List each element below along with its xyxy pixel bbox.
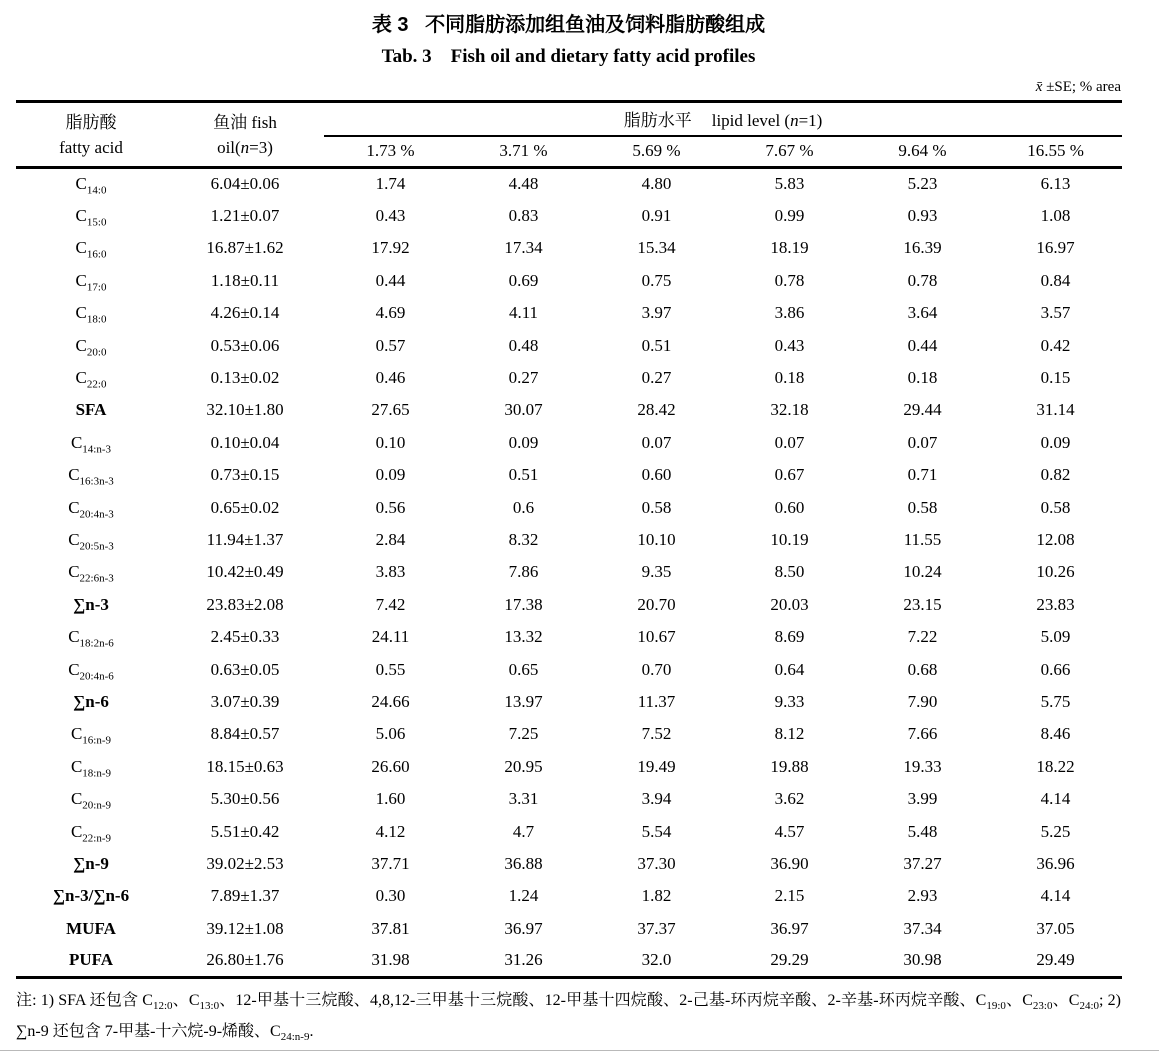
footnote	[16, 985, 1121, 1047]
table-row	[16, 297, 1122, 329]
table-row	[16, 945, 1122, 977]
lipid-level-value: 0.6	[512, 497, 535, 517]
fatty-acid-label: $C_{18:0}$	[75, 303, 107, 326]
lipid-level-value: 0.58	[641, 497, 672, 517]
stat-note	[16, 77, 1121, 97]
lipid-level-value: 4.14	[1040, 886, 1071, 906]
spanner-en: lipid level (n=1)	[711, 111, 823, 131]
lipid-level-value: 19.88	[770, 756, 809, 776]
lipid-level-value: 4.11	[508, 303, 539, 323]
lipid-level-value: 5.54	[641, 821, 672, 841]
lipid-level-value: 0.70	[641, 659, 672, 679]
fish-oil-value: 3.07±0.39	[210, 691, 280, 711]
lipid-level-value: 7.66	[907, 724, 938, 744]
lipid-level-value: 0.44	[907, 335, 938, 355]
lipid-level-value: 6.13	[1040, 174, 1071, 194]
footnote-text: 注: 1) SFA 还包含 $C_{12:0}$、$C_{13:0}$、12-甲基十三烷酸、4,8,12-三甲基十三烷酸、12-甲基十四烷酸、2-己基-环丙烷辛酸、2-辛基-环丙烷辛酸、$C_{19:0}$、$C_{23:0}$、$C_{24:0}$; 2) ∑n-9 还包含 7-甲基-十六烷-9-烯酸、$C_{24:n-9}$.	[16, 991, 1121, 1043]
fatty-acid-label: ∑n-3	[73, 594, 109, 614]
fatty-acid-label: PUFA	[16, 945, 166, 977]
table-row	[16, 394, 1122, 426]
lipid-level-value: 20.95	[504, 756, 543, 776]
lipid-level-value: 15.34	[637, 238, 676, 258]
fatty-acid-label: $C_{14:0}$	[75, 174, 107, 197]
lipid-level-value: 17.38	[504, 594, 543, 614]
lipid-level-value: 0.27	[508, 368, 539, 388]
fatty-acid-label: MUFA	[66, 918, 116, 938]
lipid-level-value: 0.83	[508, 206, 539, 226]
lipid-level-value: 0.07	[774, 432, 805, 452]
lipid-level-value: 0.51	[641, 335, 672, 355]
lipid-level-value: 36.90	[770, 853, 809, 873]
lipid-level-value: 0.15	[1040, 368, 1071, 388]
lipid-level-value: 3.83	[375, 562, 406, 582]
table-row	[16, 362, 1122, 394]
lipid-level-value: 37.27	[903, 853, 942, 873]
lipid-level-value: 32.0	[590, 945, 723, 977]
lipid-level-value: 3.86	[774, 303, 805, 323]
fatty-acid-label: $C_{22:0}$	[75, 368, 107, 391]
lipid-level-value: 0.55	[375, 659, 406, 679]
lipid-level-value: 7.86	[508, 562, 539, 582]
lipid-level-value: 18.19	[770, 238, 809, 258]
fish-oil-value: 1.21±0.07	[210, 206, 280, 226]
lipid-level-value: 0.48	[508, 335, 539, 355]
lipid-level-value: 4.14	[1040, 789, 1071, 809]
lipid-level-value: 4.48	[508, 174, 539, 194]
lipid-level-value: 9.33	[774, 691, 805, 711]
fatty-acid-label: $C_{18:n-9}$	[70, 756, 112, 780]
fish-oil-value: 39.12±1.08	[206, 918, 284, 938]
fish-oil-value: 1.18±0.11	[210, 270, 280, 290]
lipid-level-value: 20.03	[770, 594, 809, 614]
lipid-level-value: 0.57	[375, 335, 406, 355]
lipid-level-value: 3.62	[774, 789, 805, 809]
lipid-level-value: 4.69	[375, 303, 406, 323]
lipid-level-header: 3.71 %	[457, 136, 590, 168]
lipid-level-value: 5.25	[1040, 821, 1071, 841]
lipid-level-header: 5.69 %	[590, 136, 723, 168]
lipid-level-value: 9.35	[641, 562, 672, 582]
fatty-acid-label: $C_{20:n-9}$	[70, 789, 112, 812]
lipid-level-value: 17.34	[504, 238, 543, 258]
lipid-level-value: 5.09	[1040, 627, 1071, 647]
lipid-level-value: 36.96	[1036, 853, 1075, 873]
fatty-acid-table	[16, 100, 1122, 979]
lipid-level-header: 7.67 %	[723, 136, 856, 168]
lipid-level-value: 29.29	[723, 945, 856, 977]
lipid-level-value: 8.50	[774, 562, 805, 582]
stat-note-text: ±SE; % area	[1042, 79, 1121, 95]
lipid-level-value: 8.32	[508, 529, 539, 549]
lipid-level-value: 37.37	[637, 918, 676, 938]
fish-oil-value: 0.73±0.15	[210, 465, 280, 485]
fatty-acid-label: $C_{20:4n-6}$	[68, 659, 114, 682]
fatty-acid-label: $C_{20:4n-3}$	[68, 497, 114, 520]
lipid-level-value: 3.97	[641, 303, 672, 323]
lipid-level-value: 4.7	[512, 821, 535, 841]
column-header-fish-oil	[166, 102, 324, 168]
lipid-level-value: 1.82	[641, 886, 672, 906]
lipid-level-value: 30.98	[856, 945, 989, 977]
lipid-level-value: 0.56	[375, 497, 406, 517]
lipid-level-header: 1.73 %	[324, 136, 457, 168]
lipid-level-value: 0.51	[508, 465, 539, 485]
fish-oil-value: 8.84±0.57	[210, 724, 280, 744]
fatty-acid-label: $C_{14:n-3}$	[70, 432, 112, 456]
lipid-level-value: 5.06	[375, 724, 406, 744]
lipid-level-value: 37.34	[903, 918, 942, 938]
table-row	[16, 168, 1122, 200]
table-row	[16, 751, 1122, 783]
fatty-acid-label: $C_{22:6n-3}$	[68, 562, 114, 585]
table-row	[16, 815, 1122, 847]
fish-oil-value: 26.80±1.76	[166, 945, 324, 977]
lipid-level-value: 0.43	[375, 206, 406, 226]
lipid-level-value: 0.68	[907, 659, 938, 679]
fish-oil-value: 16.87±1.62	[206, 238, 284, 258]
fatty-acid-label: $C_{16:n-9}$	[70, 724, 112, 747]
fatty-acid-label: SFA	[75, 400, 107, 420]
lipid-level-value: 5.83	[774, 174, 805, 194]
table-row	[16, 200, 1122, 232]
lipid-level-value: 3.64	[907, 303, 938, 323]
fish-oil-value: 18.15±0.63	[206, 756, 284, 776]
lipid-level-value: 10.24	[903, 562, 942, 582]
lipid-level-value: 18.22	[1036, 756, 1075, 776]
table-body	[16, 168, 1122, 978]
fish-oil-value: 11.94±1.37	[206, 529, 284, 549]
fish-oil-value: 7.89±1.37	[210, 886, 280, 906]
fatty-acid-label: ∑n-6	[73, 691, 109, 711]
lipid-level-value: 0.07	[907, 432, 938, 452]
lipid-level-value: 0.30	[375, 886, 406, 906]
lipid-level-value: 0.78	[774, 270, 805, 290]
fish-oil-value: 0.65±0.02	[210, 497, 280, 517]
page-bottom-edge-line	[0, 1050, 1159, 1051]
fatty-acid-label: $C_{20:5n-3}$	[68, 529, 114, 553]
table-row	[16, 848, 1122, 880]
lipid-level-value: 0.64	[774, 659, 805, 679]
lipid-level-value: 30.07	[504, 400, 543, 420]
lipid-level-value: 37.30	[637, 853, 676, 873]
lipid-level-value: 1.08	[1040, 206, 1071, 226]
lipid-level-value: 0.67	[774, 465, 805, 485]
fatty-acid-label: $C_{15:0}$	[75, 206, 107, 229]
lipid-level-value: 7.42	[375, 594, 406, 614]
lipid-level-value: 31.26	[457, 945, 590, 977]
table-row	[16, 524, 1122, 556]
table-row	[16, 880, 1122, 912]
lipid-level-header: 9.64 %	[856, 136, 989, 168]
table-row	[16, 621, 1122, 653]
table-title-en: Tab. 3 Fish oil and dietary fatty acid profiles	[381, 46, 756, 67]
lipid-level-value: 3.31	[508, 789, 539, 809]
lipid-level-value: 5.75	[1040, 691, 1071, 711]
lipid-level-value: 2.93	[907, 886, 938, 906]
xbar-symbol: x̄	[1035, 79, 1043, 95]
lipid-level-value: 0.71	[907, 465, 938, 485]
fish-oil-value: 2.45±0.33	[210, 627, 280, 647]
lipid-level-value: 0.99	[774, 206, 805, 226]
lipid-level-value: 1.74	[375, 174, 406, 194]
lipid-level-value: 0.91	[641, 206, 672, 226]
lipid-level-value: 0.93	[907, 206, 938, 226]
lipid-level-value: 8.69	[774, 627, 805, 647]
lipid-level-value: 0.44	[375, 270, 406, 290]
fish-oil-value: 5.51±0.42	[210, 821, 280, 841]
lipid-level-value: 10.26	[1036, 562, 1075, 582]
fatty-acid-label: ∑n-3/∑n-6	[52, 886, 130, 906]
lipid-level-value: 8.12	[774, 724, 805, 744]
table-row	[16, 427, 1122, 459]
lipid-level-value: 2.15	[774, 886, 805, 906]
lipid-level-value: 19.49	[637, 756, 676, 776]
lipid-level-value: 0.66	[1040, 659, 1071, 679]
lipid-level-value: 31.14	[1036, 400, 1075, 420]
table-row	[16, 686, 1122, 718]
table-title-zh: 表 3 不同脂肪添加组鱼油及饲料脂肪酸组成	[371, 14, 766, 36]
lipid-level-value: 0.18	[774, 368, 805, 388]
column-header-fish-oil-line2: oil(n=3)	[217, 137, 273, 157]
table-row	[16, 491, 1122, 523]
lipid-level-value: 0.84	[1040, 270, 1071, 290]
table-row	[16, 718, 1122, 750]
lipid-level-value: 11.37	[637, 691, 676, 711]
lipid-level-value: 16.97	[1036, 238, 1075, 258]
lipid-level-value: 16.39	[903, 238, 942, 258]
column-header-fish-oil-line1: 鱼油 fish	[213, 112, 277, 132]
lipid-level-value: 23.83	[1036, 594, 1075, 614]
lipid-level-value: 0.46	[375, 368, 406, 388]
lipid-level-value: 1.60	[375, 789, 406, 809]
lipid-level-value: 37.81	[371, 918, 410, 938]
fatty-acid-label: $C_{17:0}$	[75, 270, 107, 294]
table-row	[16, 912, 1122, 944]
lipid-level-value: 4.12	[375, 821, 406, 841]
lipid-level-value: 0.69	[508, 270, 539, 290]
lipid-level-value: 36.97	[770, 918, 809, 938]
fish-oil-value: 4.26±0.14	[210, 303, 280, 323]
lipid-level-value: 0.18	[907, 368, 938, 388]
lipid-level-value: 0.82	[1040, 465, 1071, 485]
lipid-level-value: 5.48	[907, 821, 938, 841]
lipid-level-value: 0.10	[375, 432, 406, 452]
table-row	[16, 265, 1122, 297]
column-header-fatty-acid-en: fatty acid	[59, 137, 123, 157]
lipid-level-value: 19.33	[903, 756, 942, 776]
lipid-level-value: 28.42	[637, 400, 676, 420]
fatty-acid-label: $C_{18:2n-6}$	[68, 627, 114, 650]
lipid-level-value: 0.43	[774, 335, 805, 355]
lipid-level-value: 7.25	[508, 724, 539, 744]
lipid-level-value: 20.70	[637, 594, 676, 614]
lipid-level-value: 13.97	[504, 691, 543, 711]
lipid-level-value: 7.52	[641, 724, 672, 744]
lipid-level-value: 0.65	[508, 659, 539, 679]
lipid-level-value: 3.57	[1040, 303, 1071, 323]
fish-oil-value: 0.53±0.06	[210, 335, 280, 355]
lipid-level-value: 23.15	[903, 594, 942, 614]
fish-oil-value: 6.04±0.06	[210, 174, 280, 194]
lipid-level-value: 0.27	[641, 368, 672, 388]
fish-oil-value: 39.02±2.53	[206, 853, 284, 873]
lipid-level-value: 8.46	[1040, 724, 1071, 744]
fish-oil-value: 0.63±0.05	[210, 659, 280, 679]
lipid-level-value: 17.92	[371, 238, 410, 258]
lipid-level-value: 11.55	[903, 529, 942, 549]
lipid-level-value: 26.60	[371, 756, 410, 776]
lipid-level-value: 0.07	[641, 432, 672, 452]
lipid-level-value: 27.65	[371, 400, 410, 420]
lipid-level-value: 0.60	[641, 465, 672, 485]
lipid-level-value: 36.88	[504, 853, 543, 873]
header-row-top	[16, 102, 1122, 136]
lipid-level-value: 0.78	[907, 270, 938, 290]
lipid-level-value: 4.57	[774, 821, 805, 841]
lipid-level-value: 24.11	[371, 627, 410, 647]
lipid-level-value: 24.66	[371, 691, 410, 711]
fatty-acid-label: $C_{20:0}$	[75, 335, 107, 359]
lipid-level-value: 12.08	[1036, 529, 1075, 549]
lipid-level-value: 37.05	[1036, 918, 1075, 938]
fatty-acid-label: $C_{22:n-9}$	[70, 821, 112, 844]
lipid-level-value: 0.09	[508, 432, 539, 452]
fish-oil-value: 32.10±1.80	[206, 400, 284, 420]
lipid-level-value: 7.90	[907, 691, 938, 711]
lipid-level-value: 3.94	[641, 789, 672, 809]
fish-oil-value: 23.83±2.08	[206, 594, 284, 614]
lipid-level-value: 0.09	[1040, 432, 1071, 452]
lipid-level-value: 10.10	[637, 529, 676, 549]
lipid-level-value: 31.98	[324, 945, 457, 977]
fish-oil-value: 0.10±0.04	[210, 432, 280, 452]
column-header-fatty-acid	[16, 102, 166, 168]
lipid-level-value: 2.84	[375, 529, 406, 549]
lipid-level-value: 3.99	[907, 789, 938, 809]
lipid-level-value: 0.58	[907, 497, 938, 517]
fish-oil-value: 5.30±0.56	[210, 789, 280, 809]
lipid-level-value: 7.22	[907, 627, 938, 647]
lipid-level-value: 1.24	[508, 886, 539, 906]
column-header-fatty-acid-zh: 脂肪酸	[65, 112, 117, 132]
lipid-level-value: 0.60	[774, 497, 805, 517]
lipid-level-value: 4.80	[641, 174, 672, 194]
lipid-level-value: 0.09	[375, 465, 406, 485]
lipid-level-value: 36.97	[504, 918, 543, 938]
lipid-level-value: 0.58	[1040, 497, 1071, 517]
lipid-level-value: 0.42	[1040, 335, 1071, 355]
column-spanner-lipid-level	[324, 102, 1122, 136]
spanner-zh: 脂肪水平	[623, 111, 692, 131]
table-row	[16, 232, 1122, 264]
lipid-level-value: 13.32	[504, 627, 543, 647]
table-row	[16, 459, 1122, 491]
lipid-level-value: 5.23	[907, 174, 938, 194]
table-row	[16, 556, 1122, 588]
lipid-level-value: 29.44	[903, 400, 942, 420]
table-row	[16, 783, 1122, 815]
lipid-level-value: 0.75	[641, 270, 672, 290]
lipid-level-header: 16.55 %	[989, 136, 1122, 168]
table-row	[16, 653, 1122, 685]
table-row	[16, 589, 1122, 621]
fatty-acid-label: ∑n-9	[73, 853, 109, 873]
lipid-level-value: 10.67	[637, 627, 676, 647]
lipid-level-value: 29.49	[989, 945, 1122, 977]
lipid-level-value: 32.18	[770, 400, 809, 420]
fatty-acid-label: $C_{16:3n-3}$	[68, 465, 114, 488]
lipid-level-value: 10.19	[770, 529, 809, 549]
fish-oil-value: 10.42±0.49	[206, 562, 284, 582]
lipid-level-value: 37.71	[371, 853, 410, 873]
fish-oil-value: 0.13±0.02	[210, 368, 280, 388]
fatty-acid-label: $C_{16:0}$	[75, 238, 107, 261]
table-row	[16, 329, 1122, 361]
